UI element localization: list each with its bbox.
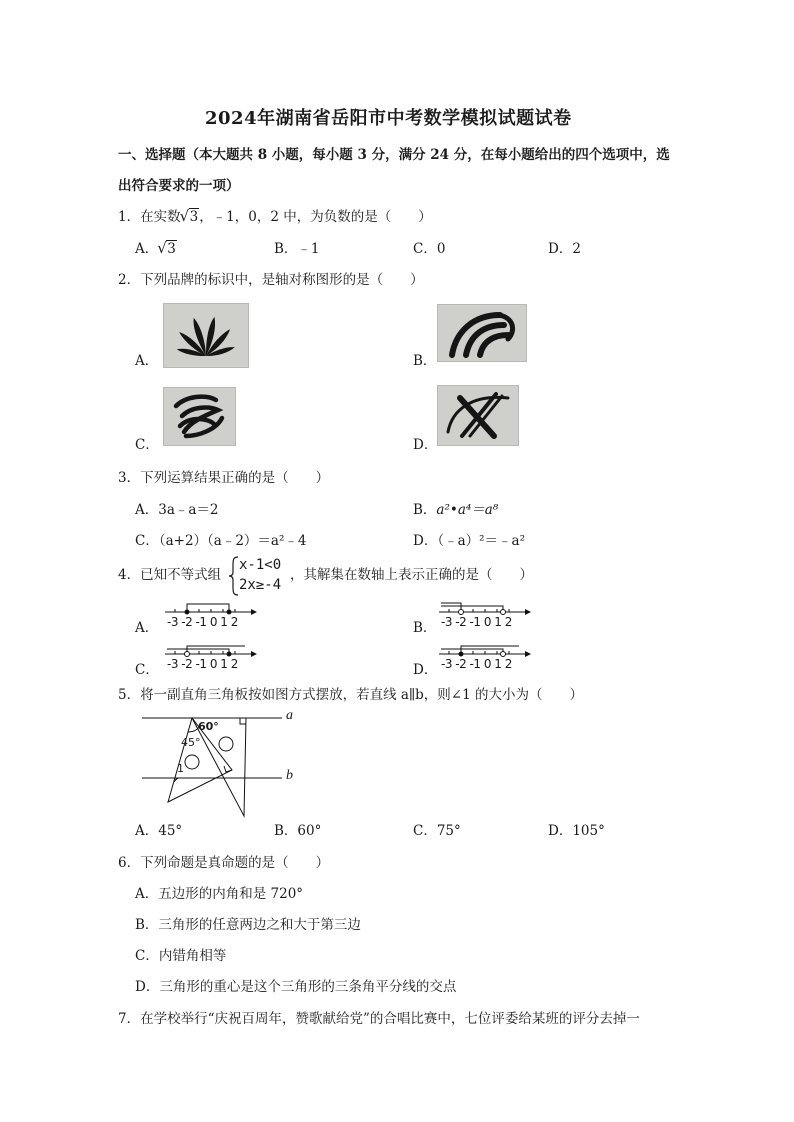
q4-number-line-d[interactable] bbox=[437, 642, 532, 676]
q5-stem: 5．将一副直角三角板按如图方式摆放，若直线 a∥b，则∠1 的大小为（ ） bbox=[118, 687, 583, 703]
china-mobile-logo-image[interactable] bbox=[163, 387, 236, 446]
angle-45-label: 45° bbox=[181, 736, 201, 749]
sqrt-symbol bbox=[181, 208, 200, 226]
q4-d-tick-labels: -3 -2 -1 0 1 2 bbox=[441, 657, 512, 671]
q3-option-a[interactable]: A．3a﹣a＝2 bbox=[135, 502, 219, 518]
q3-b-label: B． bbox=[413, 502, 437, 518]
q1-radicand: 3 bbox=[189, 209, 199, 225]
q7-stem: 7．在学校举行“庆祝百周年，赞歌献给党”的合唱比赛中，七位评委给某班的评分去掉一 bbox=[118, 1011, 640, 1027]
q4-number-line-c[interactable] bbox=[163, 642, 258, 676]
q4-c-tick-labels: -3 -2 -1 0 1 2 bbox=[167, 657, 238, 671]
q1-option-b[interactable]: B．﹣1 bbox=[274, 241, 320, 257]
angle-60-label: 60° bbox=[198, 720, 219, 733]
line-a-label: a bbox=[286, 708, 293, 723]
line-b-label: b bbox=[286, 768, 293, 783]
q2-option-a-label[interactable]: A． bbox=[135, 353, 159, 369]
q4-inequality-2: 2x≥-4 bbox=[239, 577, 282, 593]
q1-a-radicand: 3 bbox=[167, 241, 176, 257]
q4-number-line-a[interactable] bbox=[163, 600, 258, 634]
q4-number-line-b[interactable] bbox=[437, 600, 532, 634]
q5-option-b[interactable]: B．60° bbox=[274, 823, 322, 839]
q1-stem bbox=[118, 208, 432, 226]
q1-stem-post: ，﹣1，0，2 中，为负数的是（ ） bbox=[199, 209, 432, 225]
q1-a-label: A． bbox=[135, 241, 159, 257]
q1-option-c[interactable]: C．0 bbox=[413, 241, 446, 257]
q4-option-d-label[interactable]: D． bbox=[413, 662, 438, 678]
q3-option-d[interactable]: D．（﹣a）²＝﹣a² bbox=[413, 533, 525, 549]
q2-stem: 2．下列品牌的标识中，是轴对称图形的是（ ） bbox=[118, 272, 424, 288]
q6-option-c[interactable]: C．内错角相等 bbox=[135, 948, 227, 964]
q1-option-d[interactable]: D．2 bbox=[548, 241, 581, 257]
q4-option-b-label[interactable]: B． bbox=[413, 620, 437, 636]
q4-option-a-label[interactable]: A． bbox=[135, 620, 159, 636]
sqrt-symbol bbox=[158, 240, 177, 258]
q6-stem: 6．下列命题是真命题的是（ ） bbox=[118, 855, 330, 871]
arc-brand-logo-image[interactable] bbox=[437, 304, 527, 362]
q2-option-d-label[interactable]: D． bbox=[413, 437, 438, 453]
x-brand-logo-image[interactable] bbox=[437, 385, 519, 446]
section-header-line2: 出符合要求的一项） bbox=[118, 178, 240, 194]
huawei-logo-image[interactable] bbox=[163, 303, 249, 368]
q5-triangle-figure bbox=[140, 706, 300, 818]
q5-option-c[interactable]: C．75° bbox=[413, 823, 461, 839]
page-title: 2024年湖南省岳阳市中考数学模拟试题试卷 bbox=[205, 108, 572, 129]
angle-1-label: 1 bbox=[177, 762, 184, 775]
q3-option-b[interactable] bbox=[413, 501, 498, 519]
q4-inequality-1: x-1<0 bbox=[239, 557, 282, 573]
q4-a-tick-labels: -3 -2 -1 0 1 2 bbox=[167, 615, 238, 629]
q3-b-expr: a²•a⁴＝a⁸ bbox=[436, 502, 499, 518]
q2-option-c-label[interactable]: C． bbox=[135, 437, 159, 453]
q6-option-d[interactable]: D．三角形的重心是这个三角形的三条角平分线的交点 bbox=[135, 979, 457, 995]
q6-option-a[interactable]: A．五边形的内角和是 720° bbox=[135, 886, 304, 902]
q4-stem-post: ，其解集在数轴上表示正确的是（ ） bbox=[290, 567, 533, 583]
q1-option-a[interactable] bbox=[135, 240, 177, 258]
q1-stem-pre: 1．在实数 bbox=[118, 209, 181, 225]
q5-option-d[interactable]: D．105° bbox=[548, 823, 605, 839]
q6-option-b[interactable]: B．三角形的任意两边之和大于第三边 bbox=[135, 917, 361, 933]
q3-stem: 3．下列运算结果正确的是（ ） bbox=[118, 470, 330, 486]
q5-option-a[interactable]: A．45° bbox=[135, 823, 183, 839]
section-header-line1: 一、选择题（本大题共 8 小题，每小题 3 分，满分 24 分，在每小题给出的四个选项中，选 bbox=[118, 147, 670, 163]
q4-option-c-label[interactable]: C． bbox=[135, 662, 159, 678]
q2-option-b-label[interactable]: B． bbox=[413, 353, 437, 369]
q4-b-tick-labels: -3 -2 -1 0 1 2 bbox=[441, 615, 512, 629]
q4-stem-pre: 4．已知不等式组 bbox=[118, 567, 222, 583]
q3-option-c[interactable]: C．（a+2）（a﹣2）＝a²﹣4 bbox=[135, 533, 307, 549]
